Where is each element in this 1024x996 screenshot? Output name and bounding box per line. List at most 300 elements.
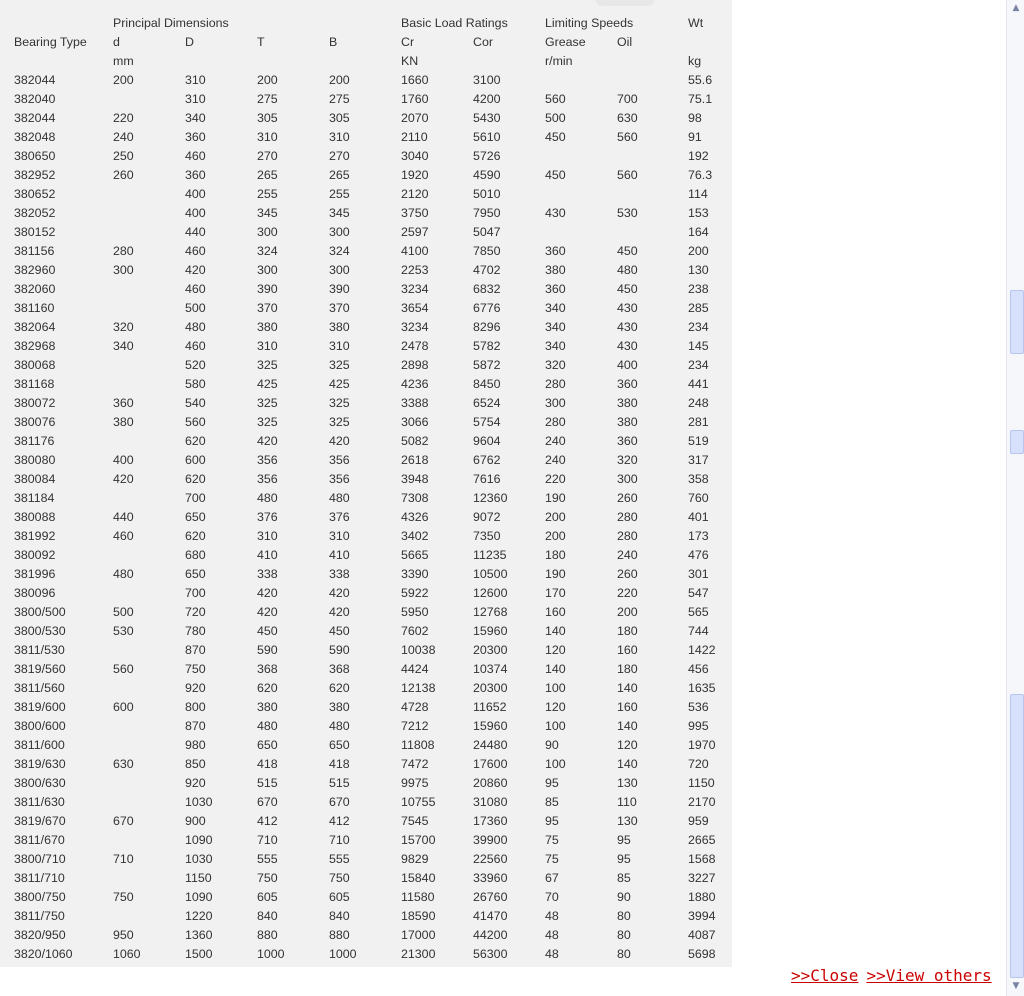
- table-cell: 2120: [401, 187, 429, 201]
- table-cell: [109, 679, 181, 698]
- table-cell: 382044: [14, 111, 56, 125]
- table-cell: 6776: [473, 301, 501, 315]
- table-cell: 1660: [401, 73, 429, 87]
- table-cell: 381992: [14, 529, 56, 543]
- table-cell: 317: [688, 453, 709, 467]
- table-row: [10, 698, 730, 717]
- table-cell: 390: [257, 282, 278, 296]
- table-cell: 7616: [473, 472, 501, 486]
- table-cell: 7950: [473, 206, 501, 220]
- table-cell: 420: [329, 586, 350, 600]
- table-cell: [10, 14, 109, 33]
- table-cell: D: [185, 35, 194, 49]
- table-cell: 220: [545, 472, 566, 486]
- table-cell: 381156: [14, 244, 55, 258]
- table-cell: 1568: [688, 852, 716, 866]
- table-cell: 565: [688, 605, 709, 619]
- table-row: [10, 508, 730, 527]
- table-cell: 15960: [473, 624, 508, 638]
- table-cell: 382064: [14, 320, 56, 334]
- table-cell: 3654: [401, 301, 429, 315]
- table-cell: 240: [617, 548, 638, 562]
- table-cell: 190: [545, 491, 566, 505]
- table-cell: 310: [257, 339, 278, 353]
- table-row: [10, 660, 730, 679]
- table-cell: 265: [257, 168, 278, 182]
- table-cell: 2070: [401, 111, 429, 125]
- table-cell: 98: [688, 111, 702, 125]
- table-cell: 240: [545, 453, 566, 467]
- table-cell: 56300: [473, 947, 508, 961]
- table-cell: 325: [257, 396, 278, 410]
- table-cell: 605: [257, 890, 278, 904]
- table-cell: 430: [545, 206, 566, 220]
- table-cell: 959: [688, 814, 709, 828]
- table-cell: 380: [329, 320, 350, 334]
- table-cell: 382060: [14, 282, 56, 296]
- table-cell: 4728: [401, 700, 429, 714]
- table-cell: 18590: [401, 909, 436, 923]
- table-cell: 1000: [329, 947, 357, 961]
- table-cell: 1422: [688, 643, 716, 657]
- view-others-link[interactable]: >>View others: [866, 966, 992, 985]
- table-cell: 15960: [473, 719, 508, 733]
- table-cell: 358: [688, 472, 709, 486]
- table-cell: [469, 52, 541, 71]
- table-cell: 7212: [401, 719, 429, 733]
- table-cell: 800: [185, 700, 206, 714]
- table-cell: 3066: [401, 415, 429, 429]
- table-cell: [109, 736, 181, 755]
- table-cell: 620: [185, 434, 206, 448]
- table-row: [10, 546, 730, 565]
- table-cell: 450: [545, 168, 566, 182]
- table-cell: 410: [257, 548, 278, 562]
- table-cell: 450: [329, 624, 350, 638]
- table-cell: 560: [617, 130, 638, 144]
- table-header-row: [10, 14, 730, 33]
- table-cell: 480: [185, 320, 206, 334]
- table-cell: 280: [617, 529, 638, 543]
- table-cell: 456: [688, 662, 709, 676]
- table-cell: 750: [329, 871, 350, 885]
- table-cell: 90: [617, 890, 631, 904]
- table-cell: 85: [617, 871, 631, 885]
- table-cell: 440: [113, 510, 134, 524]
- table-row: [10, 261, 730, 280]
- table-cell: 140: [545, 624, 566, 638]
- table-cell: 880: [257, 928, 278, 942]
- table-cell: 480: [257, 491, 278, 505]
- table-cell: 425: [329, 377, 350, 391]
- table-cell: 3100: [473, 73, 501, 87]
- table-cell: 515: [257, 776, 278, 790]
- table-cell: 170: [545, 586, 566, 600]
- table-cell: 160: [545, 605, 566, 619]
- table-cell: 670: [329, 795, 350, 809]
- table-row: [10, 945, 730, 964]
- table-cell: Wt: [688, 16, 704, 30]
- table-cell: 380068: [14, 358, 56, 372]
- table-cell: 305: [257, 111, 278, 125]
- table-cell: 555: [329, 852, 350, 866]
- scrollbar-thumb-marker: [1010, 290, 1024, 354]
- table-cell: 310: [329, 339, 350, 353]
- table-cell: 356: [257, 453, 278, 467]
- table-cell: [613, 71, 684, 90]
- table-cell: 360: [113, 396, 134, 410]
- table-cell: 250: [113, 149, 134, 163]
- table-cell: 300: [329, 263, 350, 277]
- table-cell: 420: [257, 586, 278, 600]
- table-cell: 520: [185, 358, 206, 372]
- table-cell: 48: [545, 909, 559, 923]
- table-cell: 560: [113, 662, 134, 676]
- table-cell: 4424: [401, 662, 429, 676]
- table-cell: 700: [185, 586, 206, 600]
- table-cell: [109, 831, 181, 850]
- table-cell: 356: [257, 472, 278, 486]
- table-cell: 240: [113, 130, 134, 144]
- table-row: [10, 774, 730, 793]
- table-cell: 710: [329, 833, 350, 847]
- table-cell: 600: [185, 453, 206, 467]
- table-cell: 320: [545, 358, 566, 372]
- table-cell: 67: [545, 871, 559, 885]
- table-cell: 540: [185, 396, 206, 410]
- table-cell: 547: [688, 586, 709, 600]
- table-cell: 220: [113, 111, 134, 125]
- table-cell: 420: [257, 605, 278, 619]
- scroll-down-icon[interactable]: ▼: [1012, 981, 1020, 991]
- table-cell: 140: [617, 719, 638, 733]
- table-cell: 31080: [473, 795, 508, 809]
- table-cell: 26760: [473, 890, 508, 904]
- table-cell: 670: [257, 795, 278, 809]
- table-cell: 1090: [185, 833, 213, 847]
- vertical-scrollbar[interactable]: [1006, 0, 1024, 996]
- scrollbar-thumb-marker: [1010, 430, 1024, 454]
- table-cell: 39900: [473, 833, 508, 847]
- table-cell: 580: [185, 377, 206, 391]
- table-row: [10, 109, 730, 128]
- table-cell: 5047: [473, 225, 501, 239]
- table-cell: 530: [617, 206, 638, 220]
- table-cell: 255: [257, 187, 278, 201]
- table-row: [10, 394, 730, 413]
- table-cell: 3820/1060: [14, 947, 73, 961]
- table-cell: 650: [185, 567, 206, 581]
- table-cell: 17600: [473, 757, 508, 771]
- table-cell: 1760: [401, 92, 429, 106]
- table-cell: 382052: [14, 206, 56, 220]
- table-cell: 9072: [473, 510, 501, 524]
- table-cell: 650: [257, 738, 278, 752]
- table-cell: 120: [545, 643, 566, 657]
- table-cell: [541, 185, 613, 204]
- table-cell: 21300: [401, 947, 436, 961]
- table-cell: 400: [617, 358, 638, 372]
- table-cell: [109, 356, 181, 375]
- table-cell: 2170: [688, 795, 716, 809]
- table-row: [10, 413, 730, 432]
- table-cell: 338: [329, 567, 350, 581]
- table-cell: 2110: [401, 130, 428, 144]
- table-row: [10, 280, 730, 299]
- table-cell: 2618: [401, 453, 429, 467]
- table-cell: 91: [688, 130, 702, 144]
- table-cell: 519: [688, 434, 709, 448]
- table-cell: 95: [545, 814, 559, 828]
- table-cell: 3390: [401, 567, 429, 581]
- table-cell: 6524: [473, 396, 501, 410]
- table-cell: 275: [257, 92, 278, 106]
- table-cell: 670: [113, 814, 134, 828]
- table-cell: 90: [545, 738, 559, 752]
- table-cell: 380: [617, 396, 638, 410]
- table-cell: 381168: [14, 377, 55, 391]
- table-cell: 744: [688, 624, 709, 638]
- table-cell: 1030: [185, 795, 213, 809]
- table-cell: 382040: [14, 92, 56, 106]
- table-cell: 3811/630: [14, 795, 65, 809]
- table-cell: 100: [545, 757, 566, 771]
- table-cell: 3800/500: [14, 605, 66, 619]
- table-cell: 370: [329, 301, 350, 315]
- table-cell: 680: [185, 548, 206, 562]
- table-cell: r/min: [545, 54, 573, 68]
- table-row: [10, 318, 730, 337]
- table-cell: 620: [257, 681, 278, 695]
- table-cell: 380: [617, 415, 638, 429]
- table-cell: 430: [617, 339, 638, 353]
- table-cell: 3811/600: [14, 738, 65, 752]
- table-cell: 340: [545, 320, 566, 334]
- table-cell: 310: [329, 529, 350, 543]
- table-cell: 390: [329, 282, 350, 296]
- table-cell: 368: [329, 662, 350, 676]
- table-cell: 515: [329, 776, 350, 790]
- table-cell: 600: [113, 700, 134, 714]
- table-cell: 80: [617, 909, 631, 923]
- table-cell: 260: [113, 168, 134, 182]
- table-cell: 11808: [401, 738, 435, 752]
- table-cell: 420: [257, 434, 278, 448]
- close-link[interactable]: >>Close: [791, 966, 859, 985]
- table-cell: 345: [257, 206, 278, 220]
- table-cell: 1635: [688, 681, 716, 695]
- table-cell: 310: [329, 130, 350, 144]
- table-row: [10, 204, 730, 223]
- table-cell: 380072: [14, 396, 56, 410]
- table-cell: 450: [545, 130, 566, 144]
- table-cell: 3948: [401, 472, 429, 486]
- table-cell: 300: [329, 225, 350, 239]
- table-cell: 17360: [473, 814, 508, 828]
- footer-links: [791, 966, 992, 985]
- table-cell: [109, 717, 181, 736]
- table-row: [10, 622, 730, 641]
- table-cell: 700: [185, 491, 206, 505]
- table-cell: 265: [329, 168, 350, 182]
- table-cell: 382048: [14, 130, 56, 144]
- table-cell: 4087: [688, 928, 716, 942]
- table-cell: 4702: [473, 263, 501, 277]
- table-cell: 500: [113, 605, 134, 619]
- table-row: [10, 603, 730, 622]
- table-cell: 200: [257, 73, 278, 87]
- scroll-up-icon[interactable]: ▲: [1012, 3, 1020, 13]
- table-cell: 3819/560: [14, 662, 66, 676]
- table-cell: 418: [329, 757, 350, 771]
- table-row: [10, 926, 730, 945]
- table-cell: [613, 223, 684, 242]
- table-cell: 870: [185, 719, 206, 733]
- table-row: [10, 299, 730, 318]
- table-row: [10, 356, 730, 375]
- table-cell: 7308: [401, 491, 429, 505]
- table-cell: 10038: [401, 643, 436, 657]
- table-cell: [541, 223, 613, 242]
- table-cell: 460: [185, 282, 206, 296]
- table-cell: 1150: [688, 776, 715, 790]
- table-cell: 382960: [14, 263, 56, 277]
- table-cell: 420: [329, 434, 350, 448]
- table-cell: 590: [329, 643, 350, 657]
- table-cell: [109, 546, 181, 565]
- table-cell: 120: [617, 738, 638, 752]
- table-cell: 995: [688, 719, 709, 733]
- table-cell: 5010: [473, 187, 501, 201]
- scrollbar-thumb[interactable]: [1010, 694, 1024, 978]
- table-cell: 380: [545, 263, 566, 277]
- table-cell: 285: [688, 301, 709, 315]
- table-cell: Limiting Speeds: [545, 16, 634, 30]
- table-cell: [109, 869, 181, 888]
- table-cell: 140: [617, 757, 638, 771]
- table-cell: 340: [545, 301, 566, 315]
- table-cell: 70: [545, 890, 559, 904]
- table-cell: 2253: [401, 263, 429, 277]
- table-row: [10, 375, 730, 394]
- table-cell: [109, 432, 181, 451]
- table-cell: 500: [545, 111, 566, 125]
- table-cell: 10755: [401, 795, 436, 809]
- table-cell: 300: [257, 263, 278, 277]
- table-cell: 980: [185, 738, 206, 752]
- table-cell: 370: [257, 301, 278, 315]
- table-row: [10, 793, 730, 812]
- table-cell: 180: [617, 624, 638, 638]
- table-row: [10, 527, 730, 546]
- table-cell: 710: [113, 852, 134, 866]
- table-cell: 270: [257, 149, 278, 163]
- table-cell: 3819/630: [14, 757, 66, 771]
- table-cell: 340: [113, 339, 134, 353]
- table-row: [10, 166, 730, 185]
- table-cell: 95: [617, 833, 631, 847]
- table-cell: 3234: [401, 282, 429, 296]
- table-cell: 320: [617, 453, 638, 467]
- table-cell: 650: [185, 510, 206, 524]
- table-row: [10, 736, 730, 755]
- table-row: [10, 147, 730, 166]
- table-cell: 200: [329, 73, 350, 87]
- table-cell: 76.3: [688, 168, 713, 182]
- table-cell: 75: [545, 833, 559, 847]
- table-cell: 325: [329, 415, 350, 429]
- table-cell: d: [113, 35, 120, 49]
- table-header-row: [10, 33, 730, 52]
- table-cell: 4590: [473, 168, 501, 182]
- table-cell: 480: [617, 263, 638, 277]
- table-cell: 720: [185, 605, 206, 619]
- table-cell: 15840: [401, 871, 436, 885]
- table-cell: 430: [617, 301, 638, 315]
- table-cell: 480: [329, 491, 350, 505]
- table-cell: 2665: [688, 833, 716, 847]
- table-cell: 3388: [401, 396, 429, 410]
- table-cell: 356: [329, 453, 350, 467]
- table-cell: kg: [688, 54, 702, 68]
- table-cell: 95: [617, 852, 631, 866]
- table-cell: 234: [688, 320, 709, 334]
- table-cell: 3227: [688, 871, 716, 885]
- table-cell: 420: [113, 472, 134, 486]
- table-cell: 5726: [473, 149, 501, 163]
- table-cell: 750: [113, 890, 134, 904]
- table-cell: 380076: [14, 415, 56, 429]
- table-cell: 560: [545, 92, 566, 106]
- table-cell: 325: [329, 358, 350, 372]
- table-cell: 380650: [14, 149, 56, 163]
- table-cell: 360: [617, 377, 638, 391]
- table-cell: 110: [617, 795, 637, 809]
- table-cell: 480: [329, 719, 350, 733]
- table-cell: T: [257, 35, 265, 49]
- table-cell: 300: [113, 263, 134, 277]
- table-cell: 95: [545, 776, 559, 790]
- table-cell: 720: [688, 757, 709, 771]
- table-cell: 1500: [185, 947, 213, 961]
- table-cell: 400: [185, 187, 206, 201]
- table-row: [10, 907, 730, 926]
- table-cell: 200: [113, 73, 134, 87]
- table-cell: 310: [185, 73, 206, 87]
- table-cell: 11652: [473, 700, 507, 714]
- table-cell: 460: [185, 149, 206, 163]
- table-cell: 280: [545, 377, 566, 391]
- table-cell: 180: [617, 662, 638, 676]
- table-cell: 380: [257, 320, 278, 334]
- table-cell: 80: [617, 928, 631, 942]
- table-cell: 4100: [401, 244, 429, 258]
- table-row: [10, 128, 730, 147]
- table-cell: 324: [257, 244, 278, 258]
- table-cell: 476: [688, 548, 709, 562]
- table-cell: 460: [185, 244, 206, 258]
- table-cell: 3234: [401, 320, 429, 334]
- table-cell: 500: [185, 301, 206, 315]
- table-cell: 7850: [473, 244, 501, 258]
- table-cell: 20300: [473, 681, 508, 695]
- table-cell: 300: [545, 396, 566, 410]
- table-cell: 840: [257, 909, 278, 923]
- table-cell: 338: [257, 567, 278, 581]
- table-cell: 17000: [401, 928, 436, 942]
- table-cell: 7545: [401, 814, 429, 828]
- table-cell: 412: [329, 814, 350, 828]
